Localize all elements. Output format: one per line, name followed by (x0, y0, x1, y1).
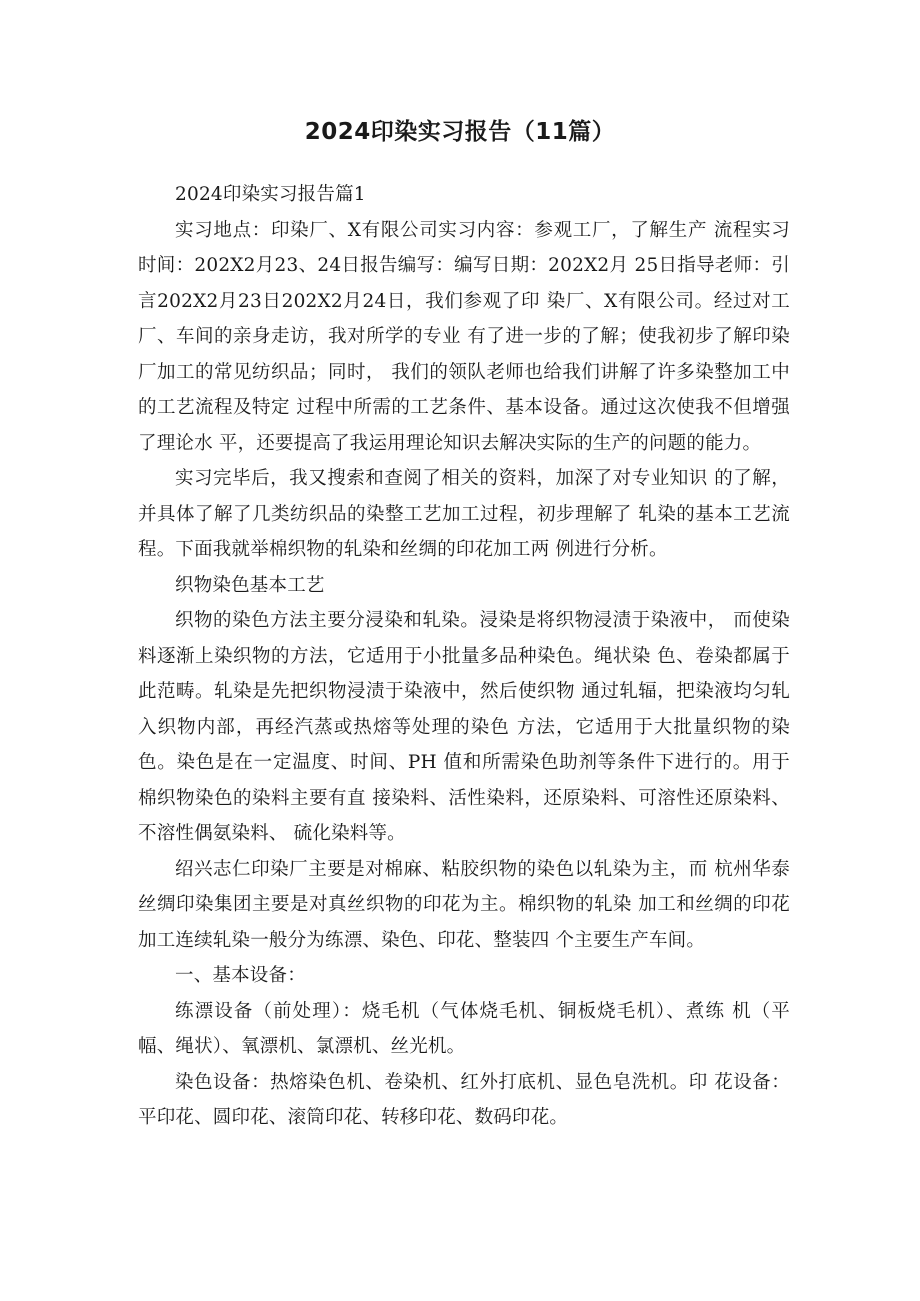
subheading-basic-equipment: 一、基本设备： (175, 965, 306, 986)
paragraph-dyeing-methods: 织物的染色方法主要分浸染和轧染。浸染是将织物浸渍于染液中， 而使染料逐渐上染织物的方法，它适用于小批量多品种染色。绳状染 色、卷染都属于此范畴。轧染是先把织物浸渍于染液中，然后使织物 通过轧辐，把染液均匀轧入织物内部，再经汽蒸或热熔等处理的染色 方法，它适用于大批量织物的染色。染色是在一定温度、时间、PH 值和所需染色助剂等条件下进行的。用于棉织物染色的染料主要有直 接染料、活性染料，还原染料、可溶性还原染料、不溶性偶氨染料、 硫化染料等。 (138, 610, 790, 844)
paragraph-intro: 实习地点：印染厂、X有限公司实习内容：参观工厂，了解生产 流程实习时间：202X2月23、24日报告编写：编写日期：202X2月 25日指导老师：引言202X2月23日202X2月24日，我们参观了印 染厂、X有限公司。经过对工厂、车间的亲身走访，我对所学的专业 有了进一步的了解；使我初步了解印染厂加工的常见纺织品；同时， 我们的领队老师也给我们讲解了许多染整加工中的工艺流程及特定 过程中所需的工艺条件、基本设备。通过这次使我不但增强了理论水 平，还要提高了我运用理论知识去解决实际的生产的问题的能力。 (138, 219, 790, 454)
document-body (138, 177, 790, 1136)
section-heading: 2024印染实习报告篇1 (175, 184, 366, 205)
paragraph-factories: 绍兴志仁印染厂主要是对棉麻、粘胶织物的染色以轧染为主，而 杭州华泰丝绸印染集团主要是对真丝织物的印花为主。棉织物的轧染 加工和丝绸的印花加工连续轧染一般分为练漂、染色、印花、整装四 个主要生产车间。 (138, 858, 790, 951)
paragraph-dyeing-printing-equipment: 染色设备：热熔染色机、卷染机、红外打底机、显色皂洗机。印 花设备：平印花、圆印花、滚筒印花、转移印花、数码印花。 (138, 1071, 790, 1128)
subheading-dyeing-process: 织物染色基本工艺 (175, 574, 325, 596)
paragraph-pretreatment-equipment: 练漂设备（前处理）：烧毛机（气体烧毛机、铜板烧毛机）、煮练 机（平幅、绳状）、氧漂机、氯漂机、丝光机。 (138, 1000, 790, 1057)
paragraph-summary: 实习完毕后，我又搜索和查阅了相关的资料，加深了对专业知识 的了解，并具体了解了几类纺织品的染整工艺加工过程，初步理解了 轧染的基本工艺流程。下面我就举棉织物的轧染和丝绸的印花加工两 例进行分析。 (138, 468, 790, 560)
document-title: 2024印染实习报告（11篇） (304, 119, 616, 145)
